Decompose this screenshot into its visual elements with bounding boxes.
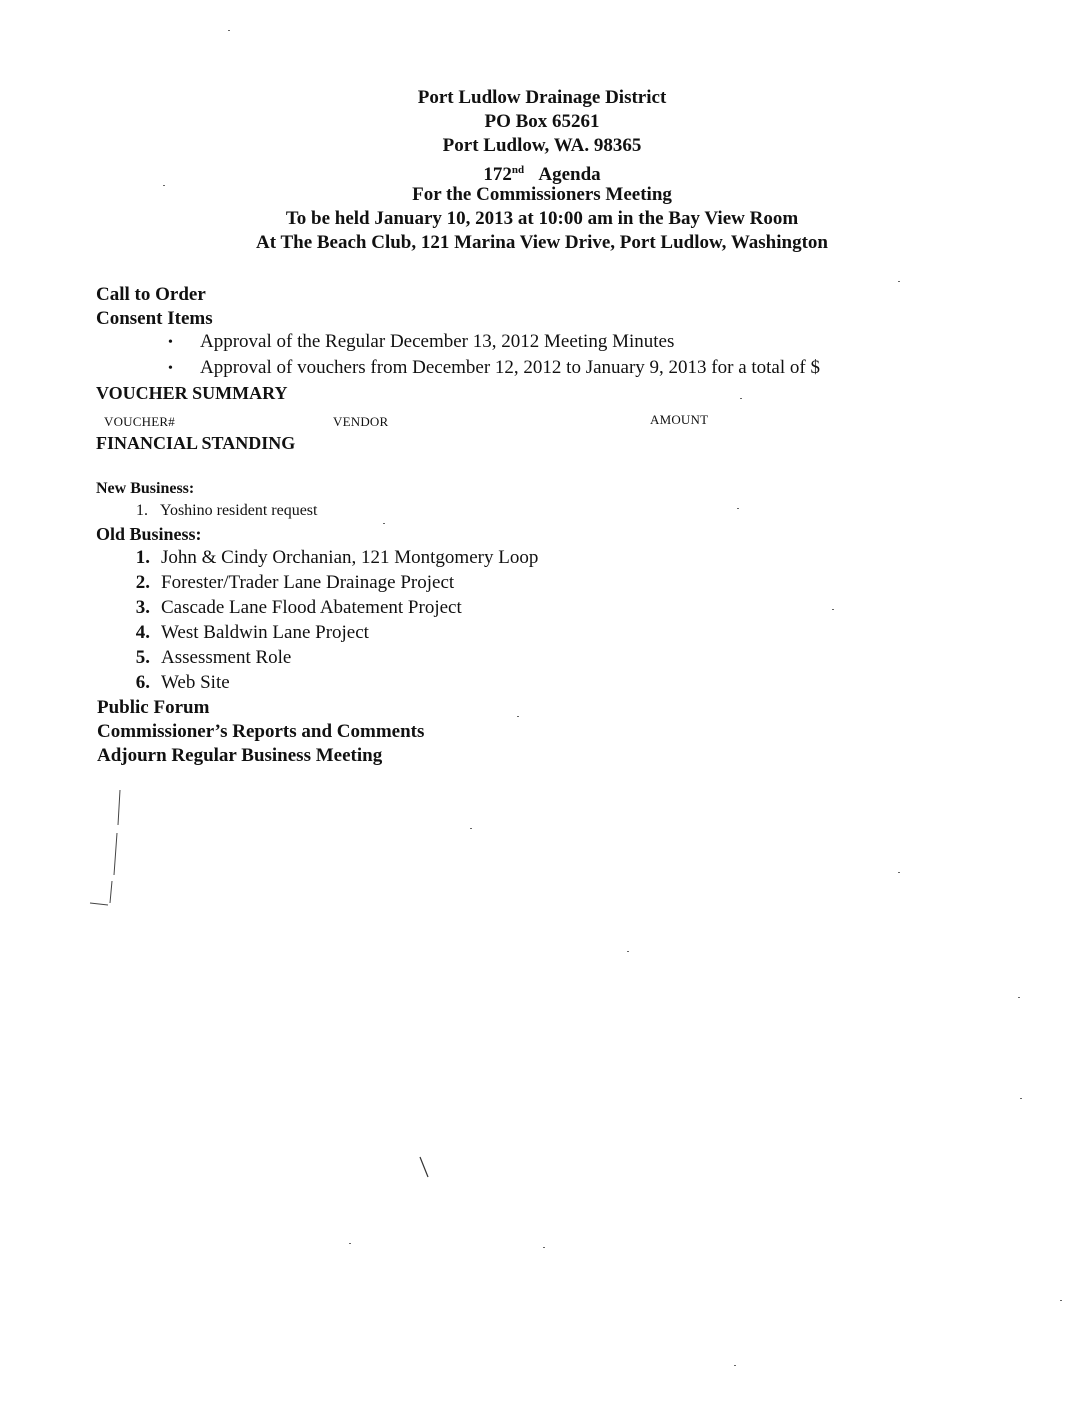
old-business-item: Forester/Trader Lane Drainage Project xyxy=(161,572,455,593)
scan-speck xyxy=(740,398,742,399)
commissioner-reports-heading: Commissioner’s Reports and Comments xyxy=(97,721,425,742)
scan-speck xyxy=(228,30,230,31)
meeting-date-time: To be held January 10, 2013 at 10:00 am in the Bay View Room xyxy=(285,208,799,229)
old-business-item: Cascade Lane Flood Abatement Project xyxy=(161,597,462,618)
scan-speck xyxy=(163,185,165,186)
scan-speck xyxy=(1060,1300,1062,1301)
agenda-number: 172 xyxy=(483,164,512,185)
new-business-item: Yoshino resident request xyxy=(160,502,318,519)
scan-mark xyxy=(80,785,130,915)
scan-speck xyxy=(543,1247,545,1248)
consent-item-vouchers: Approval of vouchers from December 12, 2012 to January 9, 2013 for a total of $ xyxy=(200,357,820,378)
scan-speck xyxy=(627,951,629,952)
adjourn-heading: Adjourn Regular Business Meeting xyxy=(97,745,383,766)
scan-speck xyxy=(737,508,739,509)
old-business-item-number: 5. xyxy=(135,647,150,668)
new-business-item-number: 1. xyxy=(136,502,148,519)
scan-speck xyxy=(832,609,834,610)
scan-speck xyxy=(517,716,519,717)
old-business-item: Assessment Role xyxy=(161,647,292,668)
agenda-number-suffix: nd xyxy=(511,164,525,176)
bullet-icon: • xyxy=(168,361,173,376)
po-box: PO Box 65261 xyxy=(484,111,600,132)
old-business-item-number: 6. xyxy=(135,672,150,693)
meeting-location: At The Beach Club, 121 Marina View Drive, Port Ludlow, Washington xyxy=(256,232,828,253)
old-business-item: John & Cindy Orchanian, 121 Montgomery Loop xyxy=(161,547,539,568)
scan-speck xyxy=(349,1243,351,1244)
old-business-item: Web Site xyxy=(161,672,230,693)
old-business-item: West Baldwin Lane Project xyxy=(161,622,369,643)
scan-speck xyxy=(898,281,900,282)
old-business-heading: Old Business: xyxy=(96,524,202,544)
call-to-order-heading: Call to Order xyxy=(96,284,206,305)
old-business-item-number: 3. xyxy=(135,597,150,618)
voucher-column-header: VOUCHER# xyxy=(104,414,175,429)
scan-speck xyxy=(1020,1098,1022,1099)
old-business-item-number: 1. xyxy=(135,547,150,568)
public-forum-heading: Public Forum xyxy=(97,697,210,718)
city-state-zip: Port Ludlow, WA. 98365 xyxy=(442,135,642,156)
new-business-heading: New Business: xyxy=(96,480,195,497)
vendor-column-header: VENDOR xyxy=(333,414,389,429)
consent-items-heading: Consent Items xyxy=(96,308,213,329)
scan-speck xyxy=(470,828,472,829)
bullet-icon: • xyxy=(168,335,173,350)
amount-column-header: AMOUNT xyxy=(650,412,709,427)
agenda-word: Agenda xyxy=(538,164,601,185)
meeting-purpose: For the Commissioners Meeting xyxy=(412,184,672,205)
scan-speck xyxy=(1018,997,1020,998)
financial-standing-heading: FINANCIAL STANDING xyxy=(96,433,296,453)
scan-speck xyxy=(383,523,385,524)
consent-item-minutes: Approval of the Regular December 13, 2012 Meeting Minutes xyxy=(200,331,675,352)
scan-speck xyxy=(898,872,900,873)
old-business-item-number: 2. xyxy=(135,572,150,593)
old-business-item-number: 4. xyxy=(135,622,150,643)
scan-mark xyxy=(418,1155,432,1181)
district-name: Port Ludlow Drainage District xyxy=(417,87,667,108)
scan-speck xyxy=(734,1365,736,1366)
voucher-summary-heading: VOUCHER SUMMARY xyxy=(96,383,288,403)
